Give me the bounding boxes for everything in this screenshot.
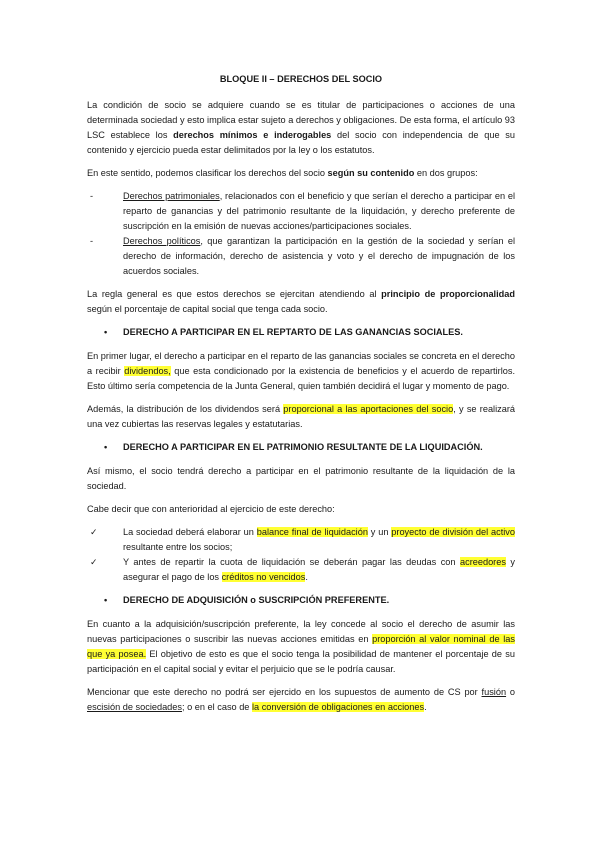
paragraph-proportionality: [87, 287, 515, 317]
bold-term: derechos mínimos e inderogables: [173, 130, 332, 140]
heading-text: DERECHO DE ADQUISICIÓN o SUSCRIPCIÓN PREFERENTE.: [123, 595, 390, 605]
text: , relacionados con el beneficio y que serían el derecho a participar en el reparto de ganancias y del patrimonio resultante de la liquidación, y derecho preferente de suscripción en la emisión de nuevas acciones/participaciones sociales.: [123, 191, 515, 231]
heading-text: DERECHO A PARTICIPAR EN EL REPTARTO DE LAS GANANCIAS SOCIALES.: [123, 327, 463, 337]
highlight: proyecto de división del activo: [391, 527, 515, 537]
text: En cuanto a la adquisición/suscripción preferente, la ley concede al socio el derecho de asumir las nuevas participaciones o suscribir las nuevas acciones emitidas en: [87, 619, 515, 644]
text: Además, la distribución de los dividendos será: [87, 404, 284, 414]
list-item: [87, 189, 515, 234]
text: en dos grupos:: [414, 168, 478, 178]
text: y un: [367, 527, 392, 537]
highlight: acreedores: [459, 557, 506, 567]
liquidation-checklist: [87, 525, 515, 585]
term-politicos: Derechos políticos: [123, 236, 201, 246]
heading-suscripcion: [87, 593, 515, 608]
dash-marker: -: [90, 191, 94, 201]
paragraph-distribucion: [87, 402, 515, 432]
text: según el porcentaje de capital social que tenga cada socio.: [87, 304, 328, 314]
highlight: balance final de liquidación: [256, 527, 368, 537]
text: ; o en el caso de: [182, 702, 252, 712]
heading-liquidacion: [87, 440, 515, 455]
bold-term: según su contenido: [327, 168, 415, 178]
text: Mencionar que este derecho no podrá ser ejercido en los supuestos de aumento de CS por: [87, 687, 482, 697]
paragraph-dividendos: [87, 349, 515, 394]
section-title: BLOQUE II – DERECHOS DEL SOCIO: [219, 74, 383, 84]
highlight: proporcional a las aportaciones del socio: [283, 404, 454, 414]
text: En este sentido, podemos clasificar los derechos del socio: [87, 168, 328, 178]
text: y asegurar el pago de los: [123, 557, 515, 582]
text: La condición de socio se adquiere cuando se es titular de participaciones o acciones de una determinada sociedad y esto implica estar sujeto a derechos y obligaciones. De esta forma, el artículo 93 LSC establece los: [87, 100, 515, 140]
list-item: [87, 555, 515, 585]
text: , y se realizará una vez cubiertas las reservas legales y estatutarias.: [87, 404, 516, 429]
paragraph-anterioridad: Cabe decir que con anterioridad al ejercicio de este derecho:: [87, 504, 335, 514]
list-item: [87, 234, 515, 279]
text: o: [506, 687, 515, 697]
bullet-icon: •: [104, 327, 108, 337]
text: .: [424, 702, 427, 712]
bullet-icon: •: [104, 595, 108, 605]
paragraph-intro: [87, 98, 515, 158]
dash-marker: -: [90, 236, 94, 246]
term-patrimoniales: Derechos patrimoniales: [123, 191, 220, 201]
text: resultante entre los socios;: [123, 542, 233, 552]
checkmark-icon: ✓: [90, 557, 98, 567]
paragraph-patrimonio: Así mismo, el socio tendrá derecho a participar en el patrimonio resultante de la liquidación de la sociedad.: [87, 466, 515, 491]
highlight: dividendos,: [124, 366, 171, 376]
list-item: [87, 525, 515, 555]
paragraph-excepciones: [87, 685, 515, 715]
text: que esta condicionado por la existencia de beneficios y el acuerdo de repartirlos. Esto último sería competencia de la Junta General, quien también decidirá el lugar y momento de pago.: [87, 366, 516, 391]
bold-term: principio de proporcionalidad: [381, 289, 515, 299]
paragraph-adquisicion: [87, 617, 515, 677]
underlined-term: fusión: [481, 687, 507, 697]
highlight: créditos no vencidos: [221, 572, 306, 582]
text: La sociedad deberá elaborar un: [123, 527, 257, 537]
text: .: [305, 572, 308, 582]
highlight: la conversión de obligaciones en acciones: [251, 702, 425, 712]
paragraph-classification: [87, 166, 515, 181]
underlined-term: escisión de sociedades: [87, 702, 182, 712]
heading-text: DERECHO A PARTICIPAR EN EL PATRIMONIO RESULTANTE DE LA LIQUIDACIÓN.: [123, 442, 483, 452]
text: Y antes de repartir la cuota de liquidación se deberán pagar las deudas con: [123, 557, 460, 567]
text: del socio con independencia de que su contenido y ejercicio pueda estar delimitados por la ley o los estatutos.: [87, 130, 515, 155]
text: El objetivo de esto es que el socio tenga la posibilidad de mantener el porcentaje de su participación en el capital social y evitar el perjuicio que se le podría causar.: [87, 649, 515, 674]
heading-ganancias: [87, 325, 515, 340]
document-page: [87, 72, 515, 723]
checkmark-icon: ✓: [90, 527, 98, 537]
rights-list: [87, 189, 515, 279]
bullet-icon: •: [104, 442, 108, 452]
highlight: proporción al valor nominal de las que ya posea.: [87, 634, 515, 659]
text: La regla general es que estos derechos se ejercitan atendiendo al: [87, 289, 382, 299]
text: , que garantizan la participación en la gestión de la sociedad y serían el derecho de información, derecho de asistencia y voto y el derecho de impugnación de los acuerdos sociales.: [123, 236, 516, 276]
text: En primer lugar, el derecho a participar en el reparto de las ganancias sociales se concreta en el derecho a recibir: [87, 351, 515, 376]
